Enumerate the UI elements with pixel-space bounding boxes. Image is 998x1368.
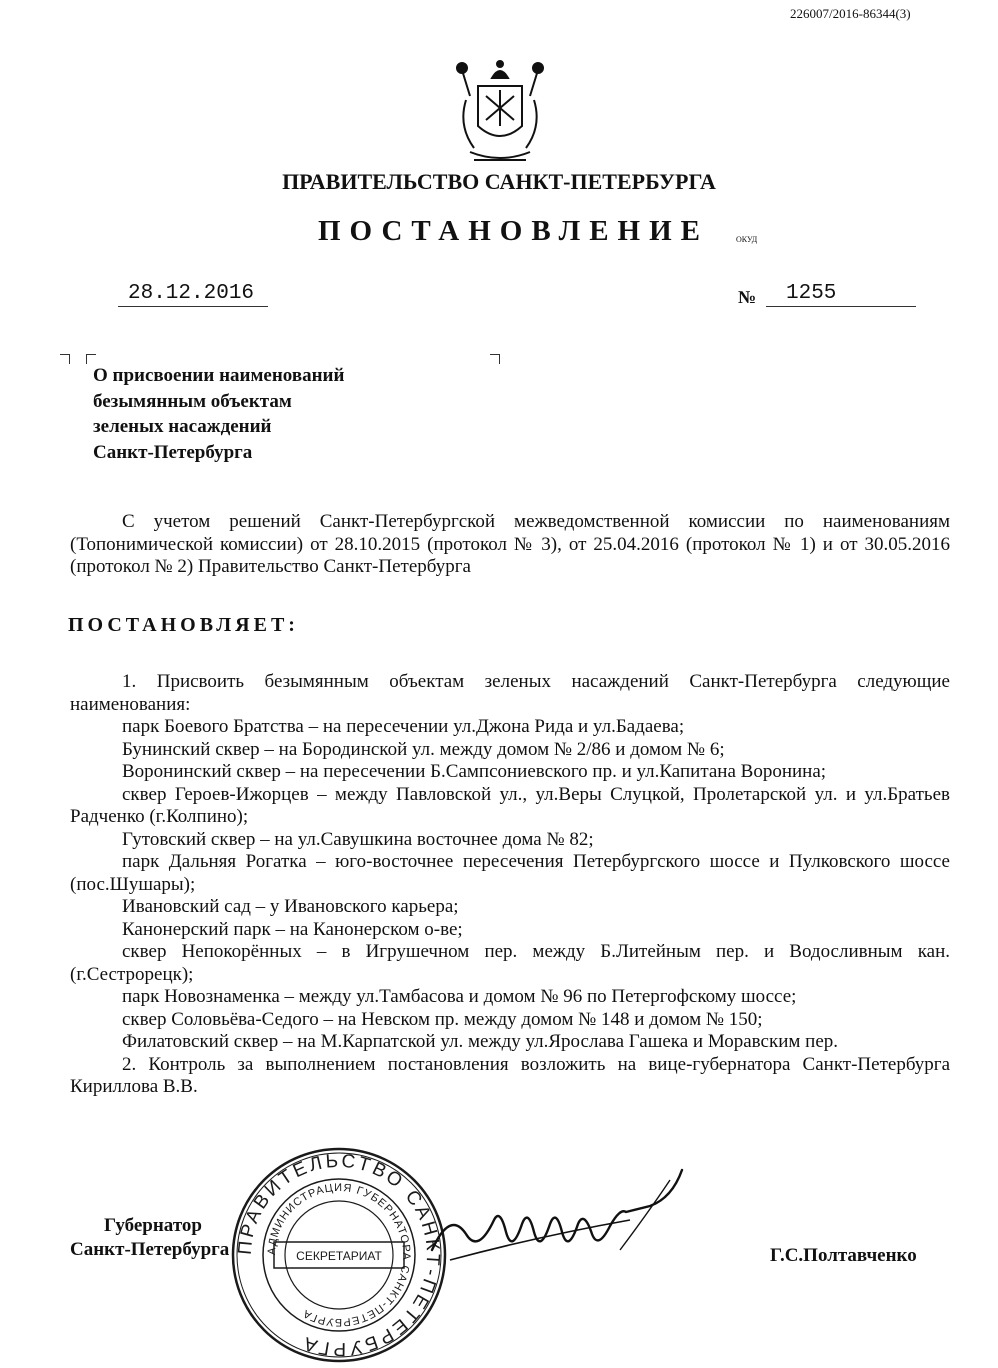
name-list-item: сквер Соловьёва-Седого – на Невском пр. между домом № 148 и домом № 150;	[122, 1008, 763, 1030]
decree-subject	[93, 363, 344, 465]
item-2: 2. Контроль за выполнением постановления возложить на вице-губернатора Санкт-Петербурга Кириллова В.В.	[70, 1053, 950, 1097]
subject-line: Санкт-Петербурга	[93, 441, 253, 463]
name-list-item: Филатовский сквер – на М.Карпатской ул. между ул.Ярослава Гашека и Моравским пер.	[122, 1031, 838, 1052]
name-list-item: парк Дальняя Рогатка – юго-восточнее пересечения Петербургского шоссе и Пулковского шоссе (пос.Шушары);	[70, 851, 950, 895]
stamp-inner-text: АДМИНИСТРАЦИЯ ГУБЕРНАТОРА САНКТ-ПЕТЕРБУРГА	[265, 1181, 413, 1329]
name-list-item: сквер Непокорённых – в Игрушечном пер. между Б.Литейным пер. и Водосливным кан. (г.Сестрорецк);	[70, 941, 950, 985]
decree-body	[70, 671, 950, 1099]
subject-line: О присвоении наименований	[93, 365, 345, 386]
signatory-name: Г.С.Полтавченко	[770, 1245, 917, 1266]
number-label: №	[738, 287, 757, 307]
name-list-item: Воронинский сквер – на пересечении Б.Сампсониевского пр. и ул.Капитана Воронина;	[122, 761, 827, 782]
decree-title: ПОСТАНОВЛЕНИЕ	[318, 215, 710, 247]
name-list-item: сквер Героев-Ижорцев – между Павловской ул., ул.Веры Слуцкой, Пролетарской ул. и ул.Братьев Радченко (г.Колпино);	[70, 783, 950, 827]
preamble-paragraph: С учетом решений Санкт-Петербургской межведомственной комиссии по наименованиям (Топонимической комиссии) от 28.10.2015 (протокол № 3), от 25.04.2016 (протокол № 1) и от 30.05.2016 (протокол № 2) Правительство Санкт-Петербурга	[70, 511, 950, 577]
okud-label: ОКУД	[736, 235, 758, 244]
handwritten-signature	[420, 1150, 690, 1290]
name-list-item: Ивановский сад – у Ивановского карьера;	[122, 896, 459, 917]
signatory-title-line: Санкт-Петербурга	[70, 1239, 230, 1260]
stamp-center-text: СЕКРЕТАРИАТ	[296, 1249, 382, 1263]
corner-mark-right	[490, 354, 500, 364]
name-list-item: Гутовский сквер – на ул.Савушкина восточнее дома № 82;	[122, 828, 594, 850]
signatory-title	[70, 1214, 229, 1262]
resolves-heading: ПОСТАНОВЛЯЕТ:	[68, 614, 299, 636]
coat-of-arms-icon	[452, 56, 548, 168]
item-1-intro: 1. Присвоить безымянным объектам зеленых насаждений Санкт-Петербурга следующие наименования:	[70, 671, 950, 715]
signatory-title-line: Губернатор	[104, 1215, 202, 1236]
decree-date: 28.12.2016	[128, 282, 255, 305]
name-list-item: Бунинский сквер – на Бородинской ул. между домом № 2/86 и домом № 6;	[122, 738, 725, 760]
name-list-item: парк Боевого Братства – на пересечении ул.Джона Рида и ул.Бадаева;	[122, 716, 685, 737]
corner-mark-left-outer	[60, 354, 70, 364]
name-list-item: парк Новознаменка – между ул.Тамбасова и домом № 96 по Петергофскому шоссе;	[122, 986, 797, 1007]
government-title: ПРАВИТЕЛЬСТВО САНКТ-ПЕТЕРБУРГА	[282, 169, 716, 194]
subject-line: безымянным объектам	[93, 390, 292, 412]
secretariat-stamp	[228, 1144, 450, 1366]
decree-number: 1255	[786, 282, 837, 305]
name-list-item: Канонерский парк – на Канонерском о-ве;	[122, 918, 463, 940]
subject-line: зеленых насаждений	[93, 416, 272, 437]
number-underline	[766, 306, 916, 307]
stamp-outer-text: ПРАВИТЕЛЬСТВО САНКТ-ПЕТЕРБУРГА	[234, 1150, 444, 1360]
document-id: 226007/2016-86344(3)	[790, 6, 911, 21]
date-underline	[118, 306, 268, 307]
